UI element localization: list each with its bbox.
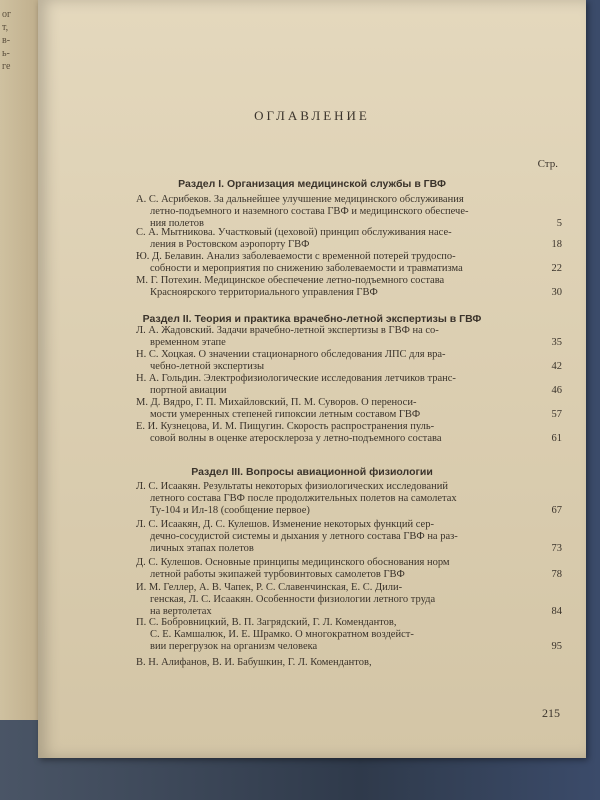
toc-entry-page: 30 <box>551 287 562 298</box>
prev-line: т, <box>2 22 9 33</box>
toc-entry-page: 22 <box>551 263 562 274</box>
toc-entry[interactable] <box>38 325 586 349</box>
toc-entry-line: П. С. Бобровницкий, В. П. Загрядский, Г. Л. Комендантов, <box>136 617 397 628</box>
toc-entry-page: 5 <box>556 218 562 229</box>
toc-entry-line: В. Н. Алифанов, В. И. Бабушкин, Г. Л. Комендантов, <box>136 657 372 668</box>
toc-entry-line: временном этапе <box>150 337 226 348</box>
page-column-label: Стр. <box>537 158 558 170</box>
toc-entry-line: Л. А. Жадовский. Задачи врачебно-летной экспертизы в ГВФ на со- <box>136 325 439 336</box>
toc-entry-page: 57 <box>551 409 562 420</box>
toc-entry-line: Л. С. Исаакян, Д. С. Кулешов. Изменение некоторых функций сер- <box>136 519 434 530</box>
toc-entry-line: И. М. Геллер, А. В. Чапек, Р. С. Славенчинская, Е. С. Дили- <box>136 582 403 593</box>
prev-line: ь- <box>2 48 10 59</box>
toc-entry-line: Ту-104 и Ил-18 (сообщение первое) <box>150 505 310 516</box>
toc-entry-line: Д. С. Кулешов. Основные принципы медицинского обоснования норм <box>136 557 450 568</box>
toc-entry-line: Н. А. Гольдин. Электрофизиологические исследования летчиков транс- <box>136 373 456 384</box>
toc-entry-page: 18 <box>551 239 562 250</box>
toc-entry[interactable] <box>38 657 586 669</box>
toc-entry-line: С. Е. Камшалюк, И. Е. Шрамко. О многократном воздейст- <box>150 629 414 640</box>
book-page <box>38 0 586 758</box>
toc-entry[interactable] <box>38 557 586 581</box>
prev-line: в- <box>2 35 11 46</box>
toc-entry[interactable] <box>38 275 586 299</box>
toc-entry[interactable] <box>38 227 586 251</box>
toc-entry-line: портной авиации <box>150 385 227 396</box>
previous-page-edge <box>0 0 41 720</box>
toc-entry-line: Красноярского территориального управления ГВФ <box>150 287 378 298</box>
prev-line: ог <box>2 9 12 20</box>
toc-entry-line: совой волны в оценке атеросклероза у летно-подъемного состава <box>150 433 442 444</box>
toc-entry-line: А. С. Асрибеков. За дальнейшее улучшение медицинского обслуживания <box>136 194 464 205</box>
toc-entry-page: 73 <box>551 543 562 554</box>
toc-entry-line: М. Д. Вядро, Г. П. Михайловский, П. М. Суворов. О переноси- <box>136 397 417 408</box>
toc-entry-line: Ю. Д. Белавин. Анализ заболеваемости с временной потерей трудоспо- <box>136 251 456 262</box>
section-2-title: Раздел II. Теория и практика врачебно-летной экспертизы в ГВФ <box>142 313 482 325</box>
toc-entry-line: Н. С. Хоцкая. О значении стационарного обследования ЛПС для вра- <box>136 349 446 360</box>
toc-entry-line: С. А. Мытникова. Участковый (цеховой) принцип обслуживания насе- <box>136 227 452 238</box>
toc-entry-line: ления в Ростовском аэропорту ГВФ <box>150 239 310 250</box>
toc-entry-line: на вертолетах <box>150 606 212 617</box>
toc-heading: ОГЛАВЛЕНИЕ <box>254 108 370 123</box>
toc-entry-line: личных этапах полетов <box>150 543 254 554</box>
toc-entry-line: Л. С. Исаакян. Результаты некоторых физиологических исследований <box>136 481 448 492</box>
toc-entry-line: летно-подъемного и наземного состава ГВФ и медицинского обеспече- <box>150 206 469 217</box>
previous-page-text <box>2 8 38 73</box>
toc-entry-line: летной работы экипажей турбовинтовых самолетов ГВФ <box>150 569 405 580</box>
toc-entry-line: дечно-сосудистой системы и дыхания у летного состава ГВФ на раз- <box>150 531 458 542</box>
section-1-title: Раздел I. Организация медицинской службы в ГВФ <box>178 178 446 190</box>
toc-entry-page: 67 <box>551 505 562 516</box>
section-3-title: Раздел III. Вопросы авиационной физиологии <box>191 466 433 478</box>
toc-entry-line: мости умеренных степеней гипоксии летным составом ГВФ <box>150 409 421 420</box>
toc-entry[interactable] <box>38 251 586 275</box>
toc-entry[interactable] <box>38 421 586 445</box>
toc-entry-page: 84 <box>551 606 562 617</box>
toc-entry[interactable] <box>38 373 586 397</box>
toc-entry-line: генская, Л. С. Исаакян. Особенности физиологии летного труда <box>150 594 436 605</box>
toc-entry-page: 61 <box>551 433 562 444</box>
toc-entry-line: ния полетов <box>150 218 204 229</box>
toc-entry-line: летного состава ГВФ после продолжительных полетов на самолетах <box>150 493 457 504</box>
toc-entry-line: собности и мероприятия по снижению заболеваемости и травматизма <box>150 263 463 274</box>
toc-entry[interactable] <box>38 582 586 618</box>
toc-entry[interactable] <box>38 617 586 653</box>
toc-entry[interactable] <box>38 519 586 555</box>
toc-entry[interactable] <box>38 194 586 230</box>
toc-entry-line: вии перегрузок на организм человека <box>150 641 318 652</box>
prev-line: ге <box>2 61 11 72</box>
toc-entry-page: 95 <box>551 641 562 652</box>
toc-entry-line: чебно-летной экспертизы <box>150 361 265 372</box>
toc-entry-page: 35 <box>551 337 562 348</box>
toc-entry-line: Е. И. Кузнецова, И. М. Пищугин. Скорость распространения пуль- <box>136 421 435 432</box>
toc-entry[interactable] <box>38 481 586 517</box>
toc-entry-page: 42 <box>551 361 562 372</box>
page-number: 215 <box>542 706 560 720</box>
toc-entry[interactable] <box>38 397 586 421</box>
toc-entry[interactable] <box>38 349 586 373</box>
toc-entry-page: 78 <box>551 569 562 580</box>
toc-entry-line: М. Г. Потехин. Медицинское обеспечение летно-подъемного состава <box>136 275 445 286</box>
toc-entry-page: 46 <box>551 385 562 396</box>
